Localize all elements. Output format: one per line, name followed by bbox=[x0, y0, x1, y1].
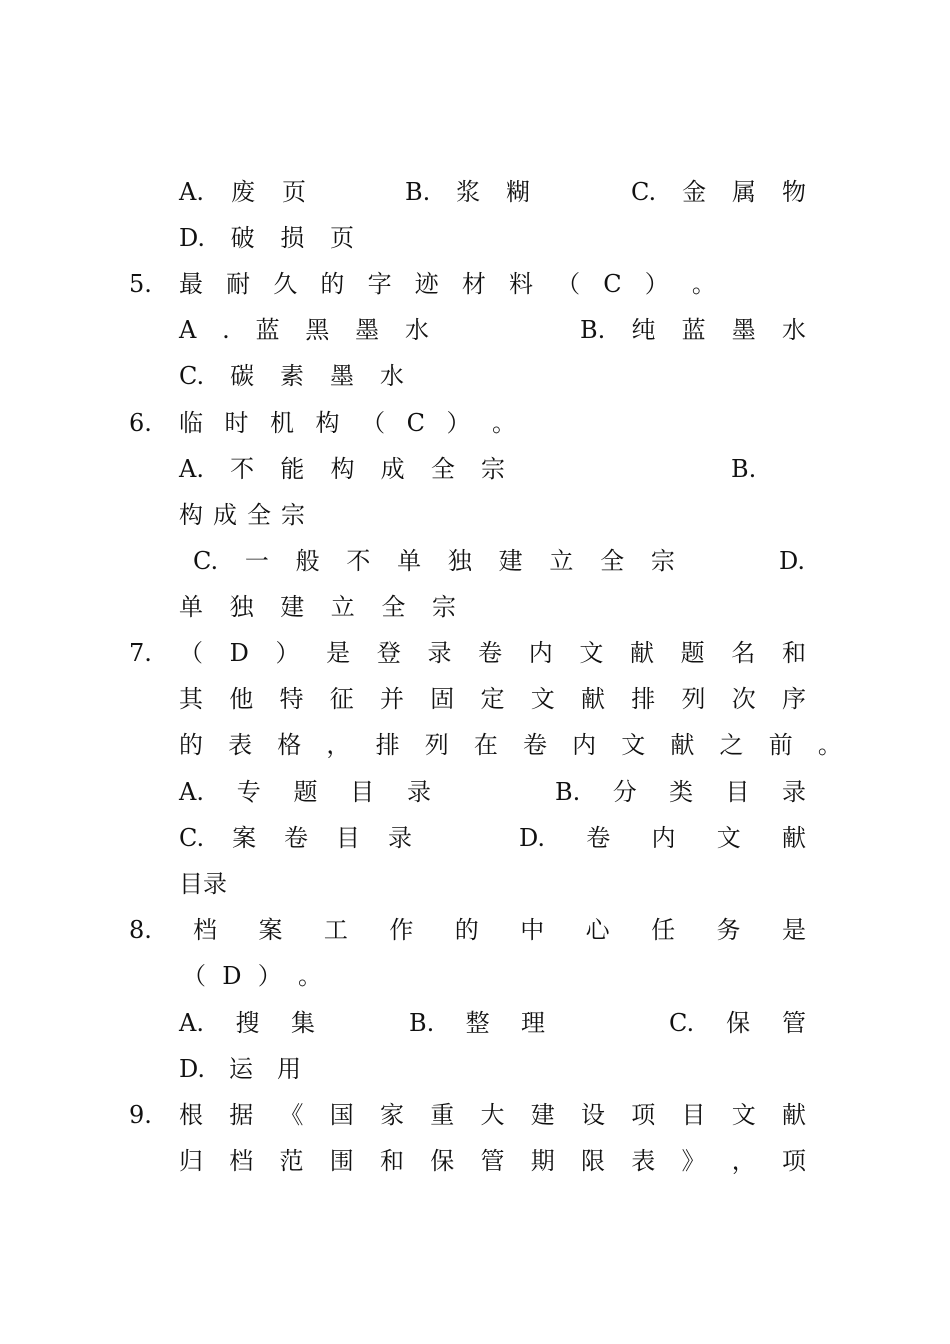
wrapped-continuation: 目 录 bbox=[179, 870, 227, 898]
question-stem-line: 档 案 工 作 的 中 心 任 务 是 bbox=[193, 916, 806, 944]
question-7-stem-line-2 bbox=[0, 679, 950, 719]
question-6-options-row-3 bbox=[0, 541, 950, 581]
question-7-options-row-1 bbox=[0, 772, 950, 812]
question-8-options-row-1 bbox=[0, 1003, 950, 1043]
option-b: B. 分 类 目 录 bbox=[555, 778, 806, 806]
option-a: A . 蓝 黑 墨 水 bbox=[179, 316, 429, 344]
question-stem: 临 时 机 构 （ C ） 。 bbox=[179, 409, 516, 437]
option-b: B. 整 理 bbox=[409, 1009, 545, 1037]
question-5-stem bbox=[0, 264, 950, 304]
question-6-options-row-4-wrap bbox=[0, 587, 950, 627]
option-b: B. 纯 蓝 墨 水 bbox=[580, 316, 806, 344]
option-a: A. 不 能 构 成 全 宗 bbox=[179, 455, 505, 483]
question-7-options-row-3-wrap bbox=[0, 864, 950, 904]
option-a: A. 废 页 bbox=[179, 178, 306, 206]
option-a: A. 搜 集 bbox=[179, 1009, 315, 1037]
option-d: D. 卷 内 文 献 bbox=[519, 824, 806, 852]
question-stem-line: 的 表 格 ， 排 列 在 卷 内 文 献 之 前 。 bbox=[179, 731, 842, 759]
question-5-options-row-1 bbox=[0, 310, 950, 350]
question-6-stem bbox=[0, 403, 950, 443]
question-stem: 最 耐 久 的 字 迹 材 料 （ C ） 。 bbox=[179, 270, 716, 298]
question-stem-line: 其 他 特 征 并 固 定 文 献 排 列 次 序 bbox=[179, 685, 806, 713]
option-c: C. 金 属 物 bbox=[631, 178, 806, 206]
question-9-stem-line-1 bbox=[0, 1095, 950, 1135]
wrapped-continuation: 单 独 建 立 全 宗 bbox=[179, 593, 456, 621]
option-c: C. 案 卷 目 录 bbox=[179, 824, 412, 852]
question-4-options-row-1 bbox=[0, 172, 950, 212]
question-stem-line: （ D ） 是 登 录 卷 内 文 献 题 名 和 bbox=[179, 639, 806, 667]
wrapped-continuation: 构 成 全 宗 bbox=[179, 501, 305, 529]
option-b: B. bbox=[731, 455, 757, 483]
option-a: A. 专 题 目 录 bbox=[179, 778, 431, 806]
option-c: C. 一 般 不 单 独 建 立 全 宗 bbox=[193, 547, 675, 575]
question-number: 5. bbox=[129, 270, 152, 298]
question-7-stem-line-3 bbox=[0, 725, 950, 765]
question-6-options-row-2-wrap bbox=[0, 495, 950, 535]
question-number: 7. bbox=[129, 639, 152, 667]
option-d: D. bbox=[779, 547, 806, 575]
question-8-options-row-2 bbox=[0, 1049, 950, 1089]
question-6-options-row-1 bbox=[0, 449, 950, 489]
question-stem-line: （ D ） 。 bbox=[182, 962, 322, 990]
option-c: C. 保 管 bbox=[669, 1009, 806, 1037]
question-4-options-row-2 bbox=[0, 218, 950, 258]
option-c: C. 碳 素 墨 水 bbox=[179, 362, 404, 390]
question-number: 6. bbox=[129, 409, 152, 437]
question-7-stem-line-1 bbox=[0, 633, 950, 673]
question-5-options-row-2 bbox=[0, 356, 950, 396]
question-7-options-row-2 bbox=[0, 818, 950, 858]
option-d: D. 运 用 bbox=[179, 1055, 301, 1083]
question-8-stem-line-1 bbox=[0, 910, 950, 950]
question-number: 9. bbox=[129, 1101, 152, 1129]
question-9-stem-line-2 bbox=[0, 1141, 950, 1181]
question-stem-line: 归 档 范 围 和 保 管 期 限 表 》 ， 项 bbox=[179, 1147, 806, 1175]
question-8-stem-line-2 bbox=[0, 956, 950, 996]
question-number: 8. bbox=[129, 916, 152, 944]
option-b: B. 浆 糊 bbox=[405, 178, 530, 206]
option-d: D. 破 损 页 bbox=[179, 224, 354, 252]
question-stem-line: 根 据 《 国 家 重 大 建 设 项 目 文 献 bbox=[179, 1101, 806, 1129]
